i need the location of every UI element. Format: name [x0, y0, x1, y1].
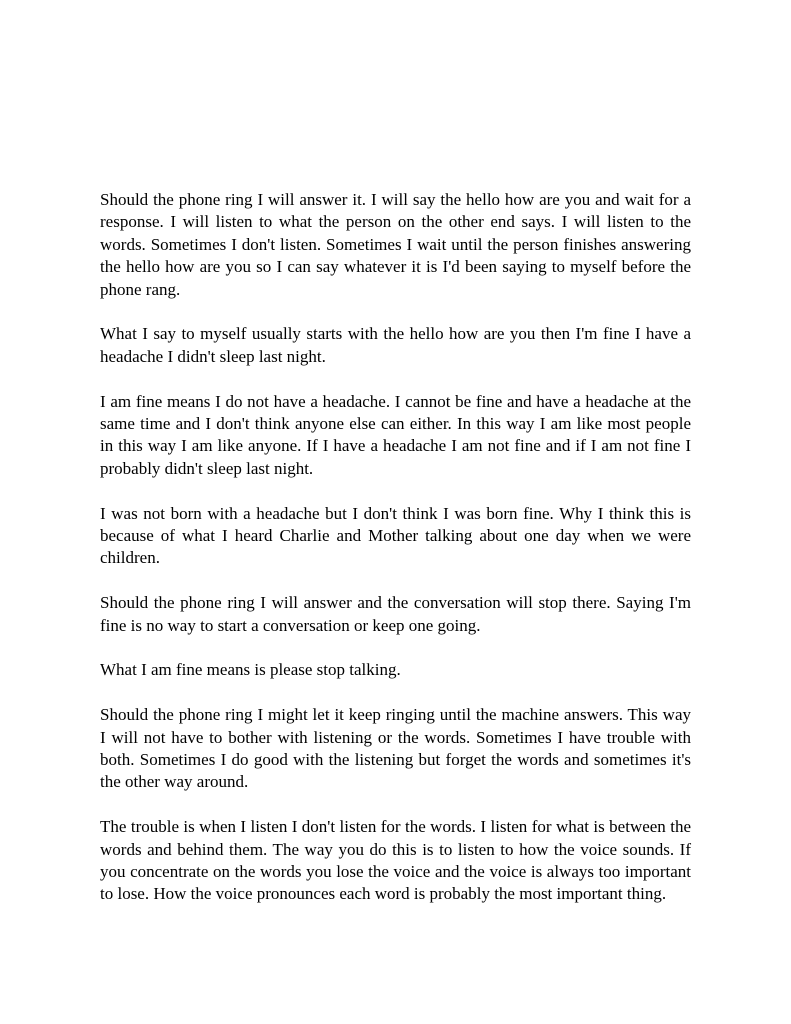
paragraph-2: What I say to myself usually starts with the hello how are you then I'm fine I have a headache I didn't sleep last night.: [100, 324, 691, 366]
paragraph-6: What I am fine means is please stop talking.: [100, 660, 401, 680]
document-page: [100, 189, 691, 906]
paragraph-1: Should the phone ring I will answer it. I will say the hello how are you and wait for a response. I will listen to what the person on the other end says. I will listen to the words. Sometimes I don't listen. Sometimes I wait until the person finishes answering the hello how are you so I can say whatever it is I'd been saying to myself before the phone rang.: [100, 190, 691, 299]
paragraph-3: I am fine means I do not have a headache. I cannot be fine and have a headache at the same time and I don't think anyone else can either. In this way I am like most people in this way I am like anyone. If I have a headache I am not fine and if I am not fine I probably didn't sleep last night.: [100, 391, 691, 478]
paragraph-7: Should the phone ring I might let it keep ringing until the machine answers. This way I will not have to bother with listening or the words. Sometimes I have trouble with both. Sometimes I do good with the listening but forget the words and sometimes it's the other way around.: [100, 705, 691, 792]
paragraph-4: I was not born with a headache but I don't think I was born fine. Why I think this is because of what I heard Charlie and Mother talking about one day when we were children.: [100, 503, 691, 568]
paragraph-8: The trouble is when I listen I don't listen for the words. I listen for what is between the words and behind them. The way you do this is to listen to how the voice sounds. If you concentrate on the words you lose the voice and the voice is always too important to lose. How the voice pronounces each word is probably the most important thing.: [100, 817, 691, 904]
paragraph-5: Should the phone ring I will answer and the conversation will stop there. Saying I'm fine is no way to start a conversation or keep one going.: [100, 593, 691, 635]
